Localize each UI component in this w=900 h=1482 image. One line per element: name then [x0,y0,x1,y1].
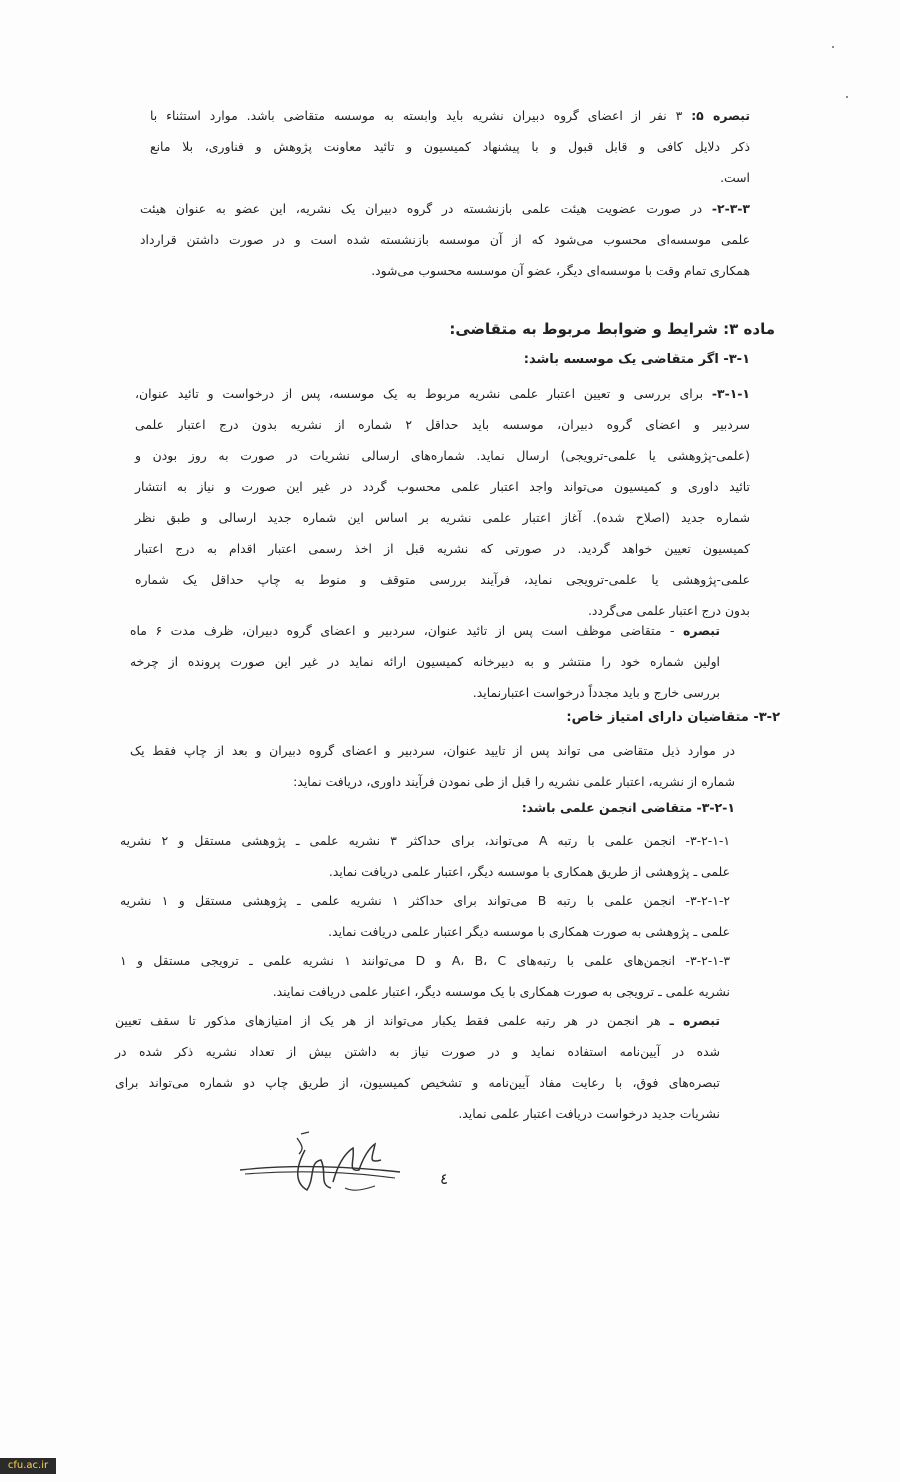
note-a-label: تبصره [683,623,720,638]
page-number: ٤ [440,1170,449,1188]
scan-speck [846,96,848,98]
section-3-2-line-1: در موارد ذیل متقاضی می تواند پس از تایید عنوان، سردبیر و اعضای گروه دبیران و بعد از چاپ فقط یک [130,743,735,758]
clause-3-2-1-2 [120,885,730,947]
clause-3-2-1-1 [120,825,730,887]
clause-3-1-1-line-8: بدون درج اعتبار علمی می‌گردد. [587,603,750,618]
clause-3-1-1-label: ۳-۱-۱- [711,386,750,401]
note-b-line-3: تبصره‌های فوق، با رعایت مفاد آیین‌نامه و تشخیص کمیسیون، از طریق چاپ دو شماره می‌تواند برای [115,1075,720,1090]
note-b-line-1: تبصره ـ هر انجمن در هر رتبه علمی فقط یکبار می‌تواند از هر یک از امتیازهای مذکور تا سقف تعیین [115,1013,720,1028]
clause-3-1-1-line-6: کمیسیون تعیین خواهد گردید. در صورتی که نشریه قبل از اخذ رسمی اعتبار اقدام به درج اعتبار [135,541,750,556]
clause-2-3-3 [140,193,750,286]
section-3-2-intro [130,735,735,797]
note-b-label: تبصره ـ [669,1013,720,1028]
clause-3-2-1-3 [120,945,730,1007]
note-5-line-2: ذکر دلایل کافی و قابل قبول و با پیشنهاد کمیسیون و تائید معاونت پژوهش و فناوری، بلا مانع [150,139,750,154]
note-a-line-2: اولین شماره خود را منتشر و به دبیرخانه کمیسیون ارائه نماید در غیر این صورت پرونده از چرخه [130,654,720,669]
clause-3-1-1-line-7: علمی-پژوهشی یا علمی-ترویجی نماید، فرآیند بررسی متوقف و منوط به چاپ حداقل یک شماره [135,572,750,587]
note-5-line-1: تبصره ۵: ۳ نفر از اعضای گروه دبیران نشریه باید وابسته به موسسه متقاضی باشد. موارد استثناء با [150,108,750,123]
scan-speck [832,46,834,48]
note-b-line-4: نشریات جدید درخواست دریافت اعتبار علمی نماید. [458,1106,720,1121]
clause-3-1-1-line-1: ۳-۱-۱- برای بررسی و تعیین اعتبار علمی نشریه مربوط به یک موسسه، پس از درخواست و تائید عنوان، [135,386,750,401]
note-5 [150,100,750,193]
watermark-logo: cfu.ac.ir [0,1458,56,1474]
note-5-line-3: است. [720,170,750,185]
clause-3-1-1-line-3: (علمی-پژوهشی یا علمی-ترویجی) ارسال نماید. شماره‌های ارسالی نشریات در صورت به روز بودن و [135,448,750,463]
clause-2-3-3-line-3: همکاری تمام وقت با موسسه‌ای دیگر، عضو آن موسسه محسوب می‌شود. [371,263,750,278]
clause-2-3-3-label: ۲-۳-۳- [711,201,750,216]
clause-3-2-1-3-line-2: نشریه علمی ـ ترویجی به صورت همکاری با یک موسسه دیگر، اعتبار علمی دریافت نمایند. [272,984,730,999]
clause-2-3-3-line-1: ۲-۳-۳- در صورت عضویت هیئت علمی بازنشسته در گروه دبیران یک نشریه، این عضو به عنوان هیئت [140,201,750,216]
clause-3-1-1-line-4: تائید داوری و کمیسیون می‌تواند واجد اعتبار علمی محسوب گردد در غیر این صورت و نیاز به انتشار [135,479,750,494]
clause-3-1-1-line-5: شماره جدید (اصلاح شده). آغاز اعتبار علمی نشریه بر اساس این شماره جدید ارسالی و طبق نظر [135,510,750,525]
clause-3-2-1-1-line-2: علمی ـ پژوهشی از طریق همکاری با موسسه دیگر، اعتبار علمی دریافت نماید. [328,864,730,879]
note-5-label: تبصره ۵: [691,108,750,123]
clause-3-2-1-1-line-1: ۳-۲-۱-۱- انجمن علمی با رتبه A می‌تواند، برای حداکثر ۳ نشریه علمی ـ پژوهشی مستقل و ۲ نشریه [120,833,730,848]
section-3-2-1-heading: ۳-۲-۱- متقاضی انجمن علمی باشد: [521,800,735,815]
clause-3-2-1-2-label: ۳-۲-۱-۲- [685,893,730,908]
section-3-2-heading: ۳-۲- متقاضیان دارای امتیاز خاص: [566,710,780,725]
section-3-1-heading: ۳-۱- اگر متقاضی یک موسسه باشد: [523,352,750,367]
note-a [130,615,720,708]
clause-3-2-1-3-line-1: ۳-۲-۱-۳- انجمن‌های علمی با رتبه‌های A، B، C و D می‌توانند ۱ نشریه علمی ـ ترویجی مستقل و ۱ [120,953,730,968]
handwritten-signature [235,1130,405,1205]
clause-3-2-1-2-line-2: علمی ـ پژوهشی به صورت همکاری با موسسه دیگر اعتبار علمی دریافت نماید. [328,924,730,939]
clause-3-1-1 [135,378,750,626]
clause-3-2-1-1-label: ۳-۲-۱-۱- [685,833,730,848]
note-a-line-3: بررسی خارج و باید مجدداً درخواست اعتبارنماید. [472,685,720,700]
note-b-line-2: شده در آیین‌نامه استفاده نماید و در صورت نیاز به داشتن بیش از تعداد نشریه ذکر شده در [115,1044,720,1059]
note-b [115,1005,720,1129]
clause-3-1-1-line-2: سردبیر و اعضای گروه دبیران، موسسه باید حداقل ۲ شماره از نشریه بدون درج اعتبار علمی [135,417,750,432]
clause-3-2-1-3-label: ۳-۲-۱-۳- [685,953,730,968]
clause-2-3-3-line-2: علمی موسسه‌ای محسوب می‌شود که از آن موسسه بازنشسته شده است و در صورت داشتن قرارداد [140,232,750,247]
article-3-heading: ماده ۳: شرایط و ضوابط مربوط به متقاضی: [449,320,775,338]
clause-3-2-1-2-line-1: ۳-۲-۱-۲- انجمن علمی با رتبه B می‌تواند برای حداکثر ۱ نشریه علمی ـ پژوهشی مستقل و ۱ نشریه [120,893,730,908]
section-3-2-line-2: شماره از نشریه، اعتبار علمی نشریه را قبل از طی نمودن فرآیند داوری، دریافت نماید: [293,774,735,789]
note-a-line-1: تبصره - متقاضی موظف است پس از تائید عنوان، سردبیر و اعضای گروه دبیران، ظرف مدت ۶ ماه [130,623,720,638]
